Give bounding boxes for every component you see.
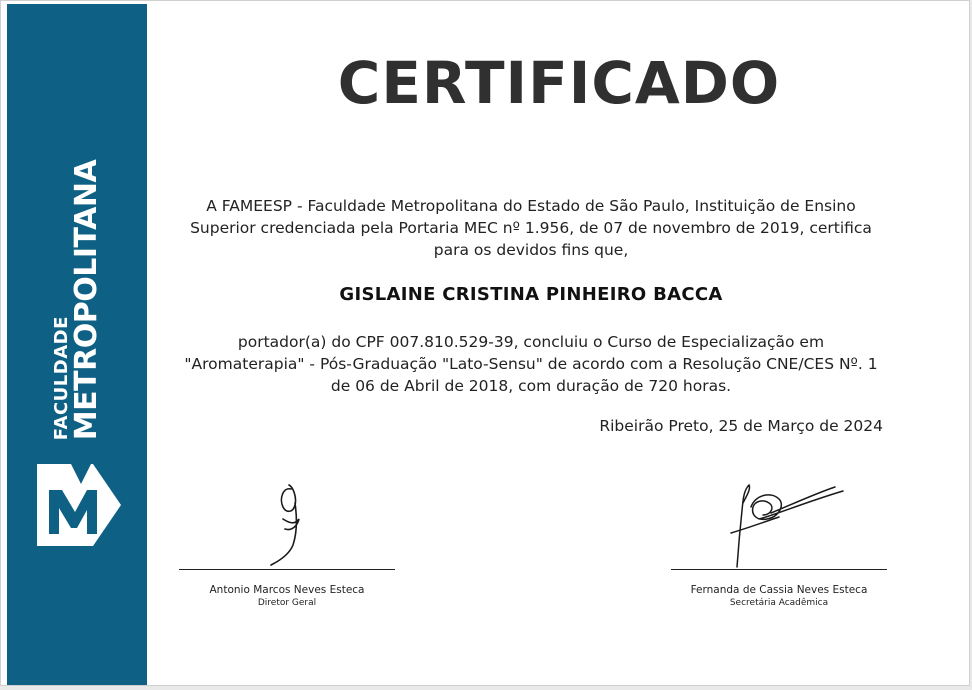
signatory-role: Secretária Acadêmica (729, 598, 829, 608)
brand-wordmark (52, 160, 102, 440)
intro-line: A FAMEESP - Faculdade Metropolitana do Estado de São Paulo, Instituição de Ensino (206, 197, 856, 215)
handwritten-signature-icon (179, 473, 395, 569)
intro-paragraph (171, 195, 891, 261)
brand-logo-icon (37, 464, 121, 546)
brand-sidebar (7, 4, 147, 685)
signatory-name: Fernanda de Cassia Neves Esteca (690, 584, 868, 596)
intro-line: para os devidos fins que, (433, 241, 629, 259)
body-paragraph (171, 331, 891, 397)
place-and-date: Ribeirão Preto, 25 de Março de 2024 (599, 417, 883, 435)
signature-block-secretary (671, 473, 887, 610)
intro-line: Superior credenciada pela Portaria MEC nº 1.956, de 07 de novembro de 2019, certifica (190, 219, 872, 237)
body-line: portador(a) do CPF 007.810.529-39, concluiu o Curso de Especialização em (237, 333, 825, 351)
signatory-name: Antonio Marcos Neves Esteca (209, 584, 365, 596)
handwritten-signature-icon (671, 473, 887, 569)
body-line: "Aromaterapia" - Pós-Graduação "Lato-Sensu" de acordo com a Resolução CNE/CES Nº. 1 (184, 355, 878, 373)
signatory-role: Diretor Geral (257, 598, 317, 608)
brand-line-1: FACULDADE (51, 316, 72, 441)
signature-block-director (179, 473, 395, 610)
recipient-name: GISLAINE CRISTINA PINHEIRO BACCA (339, 284, 723, 305)
signature-line (179, 569, 395, 570)
signature-line (671, 569, 887, 570)
brand-line-2: METROPOLITANA (69, 159, 104, 441)
body-line: de 06 de Abril de 2018, com duração de 720 horas. (330, 377, 732, 395)
certificate-title: CERTIFICADO (337, 49, 781, 117)
